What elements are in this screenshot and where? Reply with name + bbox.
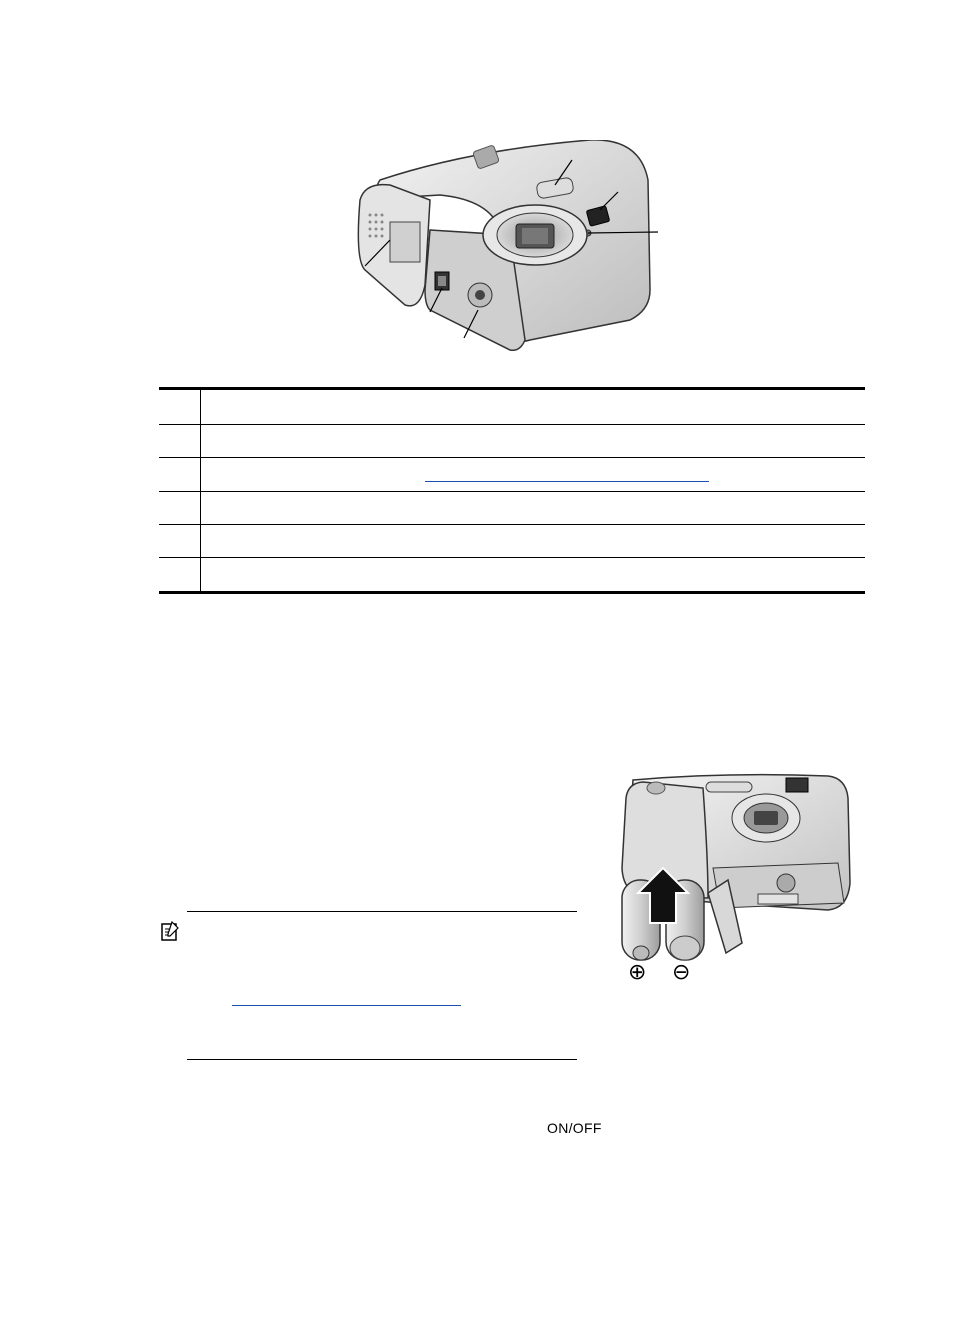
note-bottom-rule — [187, 1059, 577, 1060]
table-row-divider — [159, 424, 865, 425]
cross-reference-link[interactable] — [425, 481, 709, 482]
camera-bottom-figure — [350, 140, 670, 360]
positive-terminal-icon: ⊕ — [628, 960, 647, 985]
note-top-rule — [187, 911, 577, 912]
table-row-divider — [159, 457, 865, 458]
table-row-divider — [159, 557, 865, 558]
parts-table — [159, 387, 865, 594]
note-icon — [160, 920, 180, 942]
table-row-divider — [159, 491, 865, 492]
negative-terminal-icon: ⊖ — [672, 960, 691, 985]
note-cross-reference-link[interactable] — [232, 1005, 461, 1006]
table-row-divider — [159, 524, 865, 525]
on-off-button-label: ON/OFF — [547, 1120, 602, 1136]
battery-insertion-figure — [608, 768, 858, 988]
